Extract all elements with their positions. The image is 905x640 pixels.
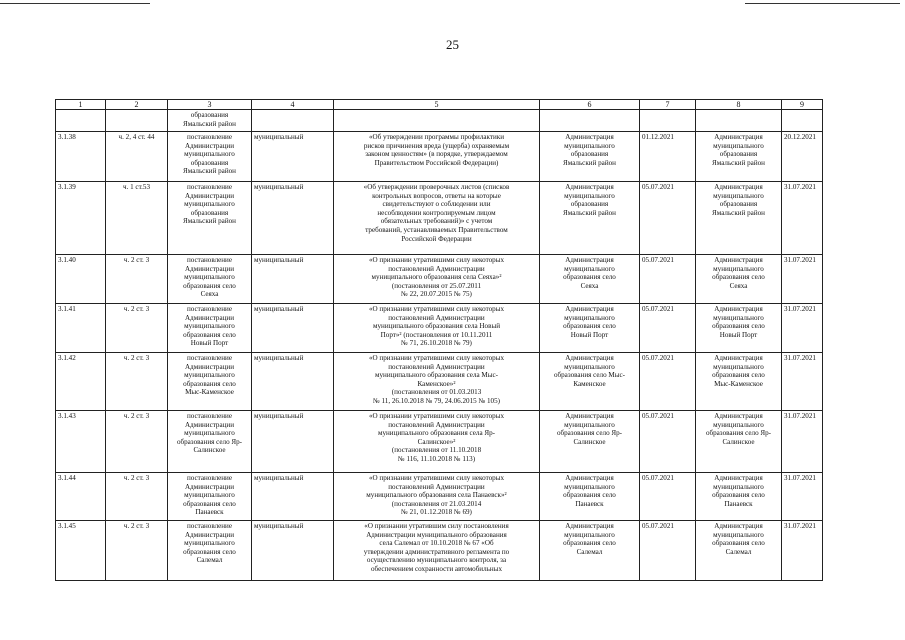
act-title-cell: «О признании утратившими силу некоторых постановлений Администрации муниципального образования села Сеяха»² (постановления от 25.07.2011 № 22, 20.07.2015 № 75): [334, 255, 540, 304]
act-type-cell: постановление Администрации муниципального образования село Мыс-Каменское: [168, 353, 252, 411]
level-cell: муниципальный: [252, 182, 334, 255]
level-cell: муниципальный: [252, 304, 334, 353]
row-number-cell: 3.1.42: [56, 353, 106, 411]
column-number: 1: [56, 100, 106, 110]
article-ref-cell: [106, 110, 168, 132]
executor-cell: Администрация муниципального образования село Панаевск: [696, 473, 782, 521]
adoption-date-cell: [640, 110, 696, 132]
article-ref-cell: ч. 2 ст. 3: [106, 353, 168, 411]
act-title-cell: «О признании утратившими силу некоторых постановлений Администрации муниципального образования села Новый Порт»² (постановления от 10.11.2011 № 71, 26.10.2018 № 79): [334, 304, 540, 353]
row-number-cell: [56, 110, 106, 132]
executor-cell: Администрация муниципального образования Ямальский район: [696, 182, 782, 255]
column-number: 4: [252, 100, 334, 110]
row-number-cell: 3.1.43: [56, 411, 106, 473]
table-row: [56, 255, 823, 304]
act-title-cell: [334, 110, 540, 132]
column-number: 5: [334, 100, 540, 110]
executor-cell: Администрация муниципального образования село Салемал: [696, 521, 782, 581]
executor-cell: Администрация муниципального образования Ямальский район: [696, 132, 782, 182]
adoption-date-cell: 05.07.2021: [640, 255, 696, 304]
act-type-cell: постановление Администрации муниципального образования Ямальский район: [168, 182, 252, 255]
table-row: [56, 353, 823, 411]
row-number-cell: 3.1.39: [56, 182, 106, 255]
executor-cell: Администрация муниципального образования село Мыс-Каменское: [696, 353, 782, 411]
developer-cell: Администрация муниципального образования село Панаевск: [540, 473, 640, 521]
act-title-cell: «Об утверждении программы профилактики рисков причинения вреда (ущерба) охраняемым законом ценностям» (в порядке, утверждаемом Правительством Российской Федерации): [334, 132, 540, 182]
level-cell: муниципальный: [252, 353, 334, 411]
row-number-cell: 3.1.44: [56, 473, 106, 521]
deadline-cell: 31.07.2021: [782, 255, 823, 304]
adoption-date-cell: 05.07.2021: [640, 473, 696, 521]
act-type-cell: образования Ямальский район: [168, 110, 252, 132]
column-number-row: [56, 100, 823, 110]
adoption-date-cell: 05.07.2021: [640, 304, 696, 353]
deadline-cell: 31.07.2021: [782, 304, 823, 353]
developer-cell: Администрация муниципального образования село Мыс- Каменское: [540, 353, 640, 411]
deadline-cell: [782, 110, 823, 132]
table-row: [56, 110, 823, 132]
table-row: [56, 521, 823, 581]
act-title-cell: «О признании утратившими силу некоторых постановлений Администрации муниципального образования села Яр- Салинское»² (постановления от 11.10.2018 № 116, 11.10.2018 № 113): [334, 411, 540, 473]
executor-cell: Администрация муниципального образования село Сеяха: [696, 255, 782, 304]
deadline-cell: 20.12.2021: [782, 132, 823, 182]
row-number-cell: 3.1.40: [56, 255, 106, 304]
article-ref-cell: ч. 2 ст. 3: [106, 304, 168, 353]
column-number: 7: [640, 100, 696, 110]
deadline-cell: 31.07.2021: [782, 353, 823, 411]
level-cell: муниципальный: [252, 411, 334, 473]
deadline-cell: 31.07.2021: [782, 473, 823, 521]
executor-cell: Администрация муниципального образования село Новый Порт: [696, 304, 782, 353]
act-title-cell: «О признании утратившими силу некоторых постановлений Администрации муниципального образования села Мыс- Каменское»² (постановления от 01.03.2013 № 11, 26.10.2018 № 79, 24.06.2015 № 105): [334, 353, 540, 411]
level-cell: [252, 110, 334, 132]
developer-cell: Администрация муниципального образования Ямальский район: [540, 132, 640, 182]
column-number: 3: [168, 100, 252, 110]
deadline-cell: 31.07.2021: [782, 411, 823, 473]
developer-cell: Администрация муниципального образования село Сеяха: [540, 255, 640, 304]
developer-cell: Администрация муниципального образования село Новый Порт: [540, 304, 640, 353]
table-row: [56, 411, 823, 473]
developer-cell: Администрация муниципального образования село Яр- Салинское: [540, 411, 640, 473]
row-number-cell: 3.1.41: [56, 304, 106, 353]
deadline-cell: 31.07.2021: [782, 521, 823, 581]
executor-cell: Администрация муниципального образования село Яр- Салинское: [696, 411, 782, 473]
executor-cell: [696, 110, 782, 132]
deadline-cell: 31.07.2021: [782, 182, 823, 255]
row-number-cell: 3.1.45: [56, 521, 106, 581]
article-ref-cell: ч. 2 ст. 3: [106, 411, 168, 473]
level-cell: муниципальный: [252, 473, 334, 521]
developer-cell: Администрация муниципального образования село Салемал: [540, 521, 640, 581]
act-title-cell: «О признании утратившим силу постановления Администрации муниципального образования села Салемал от 10.10.2018 № 67 «Об утверждении административного регламента по осуществлению муниципального контроля, за обеспечением сохранности автомобильных: [334, 521, 540, 581]
article-ref-cell: ч. 1 ст.53: [106, 182, 168, 255]
act-title-cell: «Об утверждении проверочных листов (списков контрольных вопросов, ответы на которые свидетельствуют о соблюдении или несоблюдении контролируемым лицом обязательных требований)» с учетом требований, устанавливаемых Правительством Российской Федерации: [334, 182, 540, 255]
adoption-date-cell: 05.07.2021: [640, 521, 696, 581]
level-cell: муниципальный: [252, 132, 334, 182]
level-cell: муниципальный: [252, 255, 334, 304]
top-rule-left: [0, 3, 150, 4]
article-ref-cell: ч. 2 ст. 3: [106, 255, 168, 304]
act-type-cell: постановление Администрации муниципального образования село Сеяха: [168, 255, 252, 304]
table-row: [56, 182, 823, 255]
top-rule-right: [745, 3, 900, 4]
article-ref-cell: ч. 2 ст. 3: [106, 473, 168, 521]
page-number: 25: [446, 37, 459, 52]
act-title-cell: «О признании утратившими силу некоторых постановлений Администрации муниципального образования села Панаевск»² (постановления от 21.03.2014 № 21, 01.12.2018 № 69): [334, 473, 540, 521]
developer-cell: Администрация муниципального образования Ямальский район: [540, 182, 640, 255]
column-number: 9: [782, 100, 823, 110]
adoption-date-cell: 05.07.2021: [640, 353, 696, 411]
adoption-date-cell: 01.12.2021: [640, 132, 696, 182]
act-type-cell: постановление Администрации муниципального образования село Салемал: [168, 521, 252, 581]
row-number-cell: 3.1.38: [56, 132, 106, 182]
level-cell: муниципальный: [252, 521, 334, 581]
plan-table: [55, 99, 823, 581]
article-ref-cell: ч. 2, 4 ст. 44: [106, 132, 168, 182]
column-number: 6: [540, 100, 640, 110]
act-type-cell: постановление Администрации муниципального образования Ямальский район: [168, 132, 252, 182]
table-row: [56, 132, 823, 182]
column-number: 8: [696, 100, 782, 110]
table-row: [56, 304, 823, 353]
adoption-date-cell: 05.07.2021: [640, 411, 696, 473]
developer-cell: [540, 110, 640, 132]
table-row: [56, 473, 823, 521]
column-number: 2: [106, 100, 168, 110]
adoption-date-cell: 05.07.2021: [640, 182, 696, 255]
act-type-cell: постановление Администрации муниципального образования село Яр- Салинское: [168, 411, 252, 473]
table-body: [56, 110, 823, 581]
article-ref-cell: ч. 2 ст. 3: [106, 521, 168, 581]
act-type-cell: постановление Администрации муниципального образования село Панаевск: [168, 473, 252, 521]
act-type-cell: постановление Администрации муниципального образования село Новый Порт: [168, 304, 252, 353]
